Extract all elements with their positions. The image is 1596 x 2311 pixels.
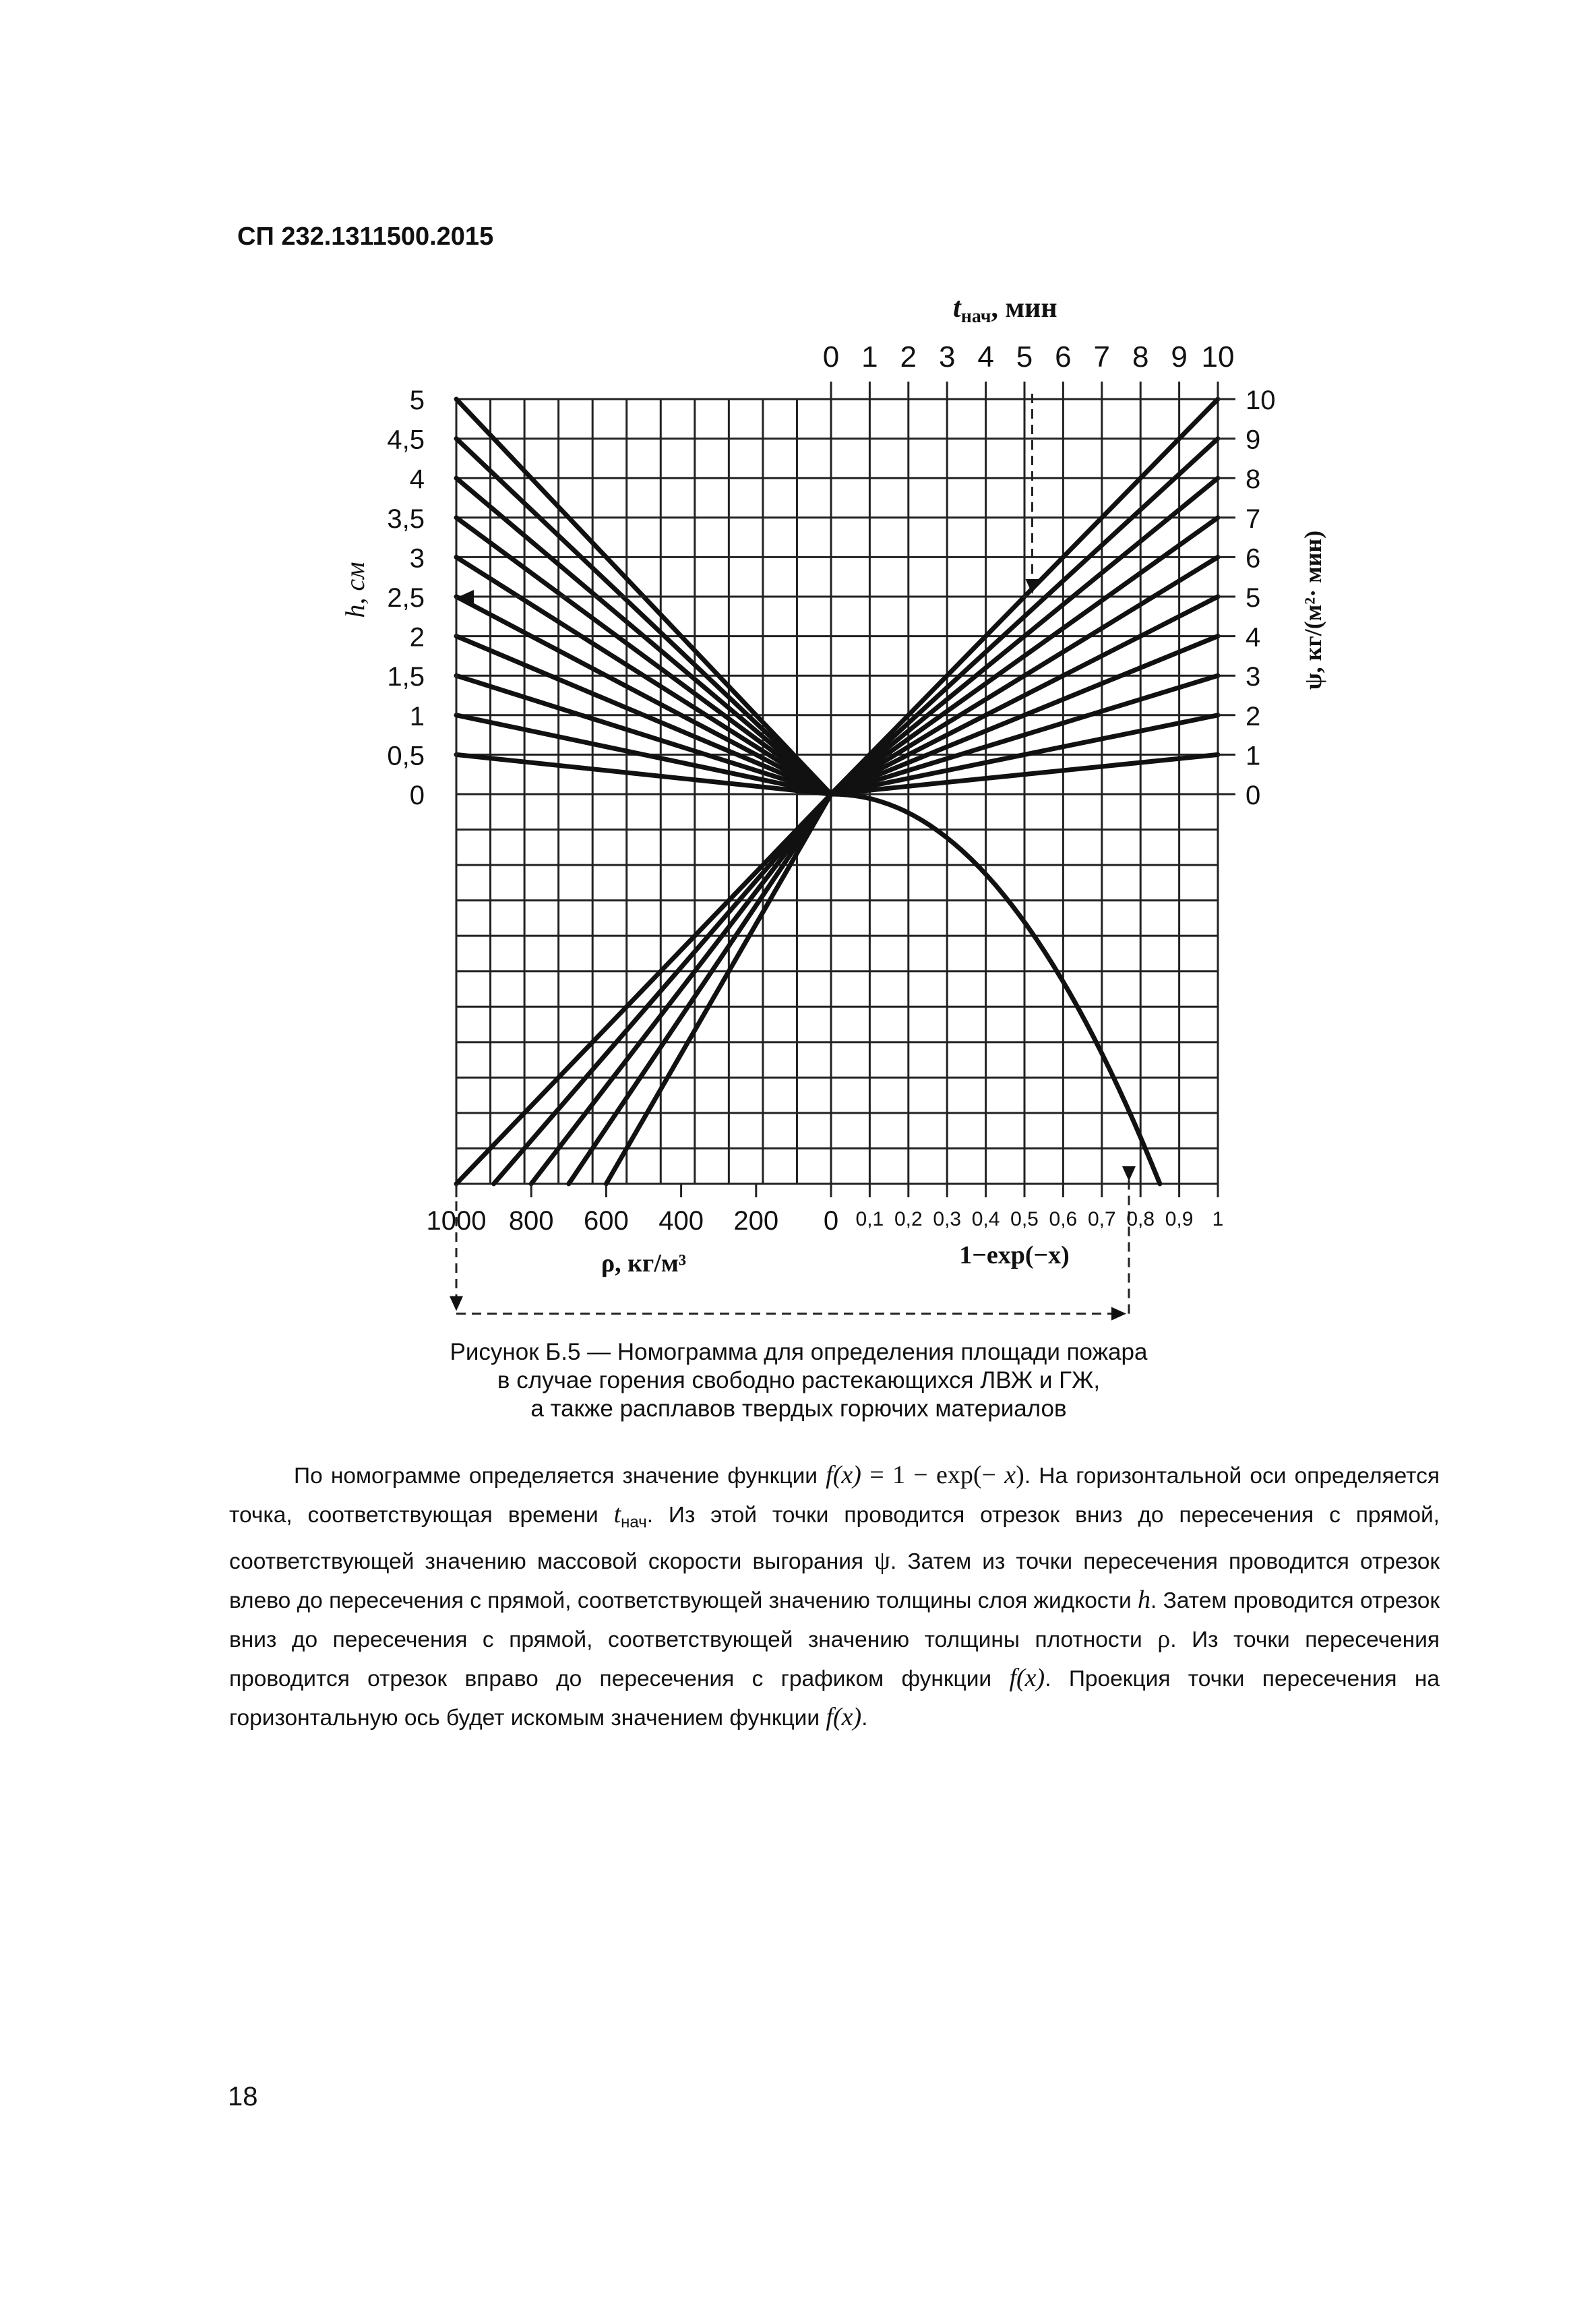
- bottom-right-tick-label: 0,1: [855, 1208, 884, 1230]
- caption-line-1: Рисунок Б.5 — Номограмма для определения площади пожара: [450, 1339, 1148, 1365]
- bottom-left-tick-label: 0: [823, 1206, 839, 1236]
- left-tick-label: 2: [409, 622, 425, 653]
- left-tick-label: 5: [409, 386, 425, 415]
- left-tick-label: 1,5: [387, 662, 425, 692]
- left-tick-label: 0,5: [387, 741, 425, 771]
- top-tick-label: 3: [938, 340, 956, 373]
- top-tick-label: 8: [1132, 340, 1149, 373]
- right-tick-label: 6: [1246, 543, 1261, 574]
- bottom-left-tick-label: 200: [733, 1206, 779, 1236]
- arrowhead: [1111, 1307, 1126, 1321]
- top-tick-label: 6: [1055, 340, 1072, 373]
- formula-eq: = 1 − exp(−: [861, 1461, 1005, 1489]
- h-ray: [456, 439, 831, 794]
- formula-close: ): [1016, 1461, 1024, 1489]
- bottom-right-tick-label: 0,8: [1126, 1208, 1155, 1230]
- text-part-3: . Из этой точки проводится отрезок вниз до пересечения с прямой, соответствующей значению массовой скорости выгорания: [229, 1503, 1440, 1574]
- symbol-t-sub: нач: [621, 1513, 647, 1532]
- right-tick-label: 8: [1246, 464, 1261, 495]
- top-tick-label: 1: [861, 340, 878, 373]
- bottom-right-tick-label: 0,4: [971, 1208, 1000, 1230]
- right-tick-label: 5: [1246, 583, 1261, 613]
- top-tick-label: 10: [1201, 340, 1235, 373]
- text-part-8: .: [861, 1705, 868, 1731]
- left-tick-label: 1: [409, 701, 425, 731]
- left-tick-label: 4,5: [387, 425, 425, 455]
- text-part-6: . Из точки пересечения проводится отрезок вправо до пересечения с графиком функции: [229, 1627, 1440, 1691]
- bottom-left-tick-label: 800: [508, 1206, 554, 1236]
- right-tick-label: 2: [1246, 701, 1261, 731]
- right-tick-label: 1: [1246, 741, 1261, 771]
- symbol-rho: ρ: [1157, 1624, 1171, 1653]
- symbol-h: h: [1138, 1585, 1151, 1614]
- rho-ray: [494, 794, 831, 1184]
- top-tick-label: 0: [822, 340, 840, 373]
- left-tick-label: 3: [409, 543, 425, 574]
- rho-ray: [456, 794, 831, 1184]
- top-tick-label: 9: [1171, 340, 1188, 373]
- f-curve-group: [831, 794, 1160, 1184]
- bottom-right-tick-label: 1: [1212, 1208, 1224, 1230]
- bottom-left-tick-label: 1000: [426, 1206, 487, 1236]
- arrowhead: [1122, 1166, 1136, 1181]
- right-tick-label: 4: [1246, 622, 1261, 653]
- formula-f-x-3: f(x): [826, 1702, 862, 1731]
- bottom-right-tick-label: 0,2: [894, 1208, 923, 1230]
- left-tick-label: 0: [409, 781, 425, 810]
- right-tick-label: 0: [1246, 781, 1261, 810]
- left-tick-label: 4: [409, 464, 425, 495]
- bottom-right-tick-label: 0,3: [933, 1208, 962, 1230]
- right-tick-label: 9: [1246, 425, 1261, 455]
- bottom-right-axis-label: 1−exp(−x): [959, 1241, 1070, 1269]
- arrowhead: [450, 1296, 463, 1311]
- text-part-4: . Затем из точки пересечения проводится отрезок влево до пересечения с прямой, соответствующей значению толщины слоя жидкости: [229, 1549, 1440, 1613]
- text-part-7: . Проекция точки пересечения на горизонтальную ось будет искомым значением функции: [229, 1666, 1440, 1731]
- right-tick-label: 3: [1246, 662, 1261, 692]
- left-tick-label: 2,5: [387, 583, 425, 613]
- rho-ray: [531, 794, 831, 1184]
- caption-line-3: а также расплавов твердых горючих материалов: [530, 1395, 1067, 1422]
- paragraph-text: [229, 1456, 1440, 1737]
- f-curve: [831, 794, 1160, 1184]
- right-axis-label: ψ, кг/(м²· мин): [1299, 530, 1326, 690]
- left-axis-label: h, см: [340, 562, 370, 618]
- formula-f-x-2: f(x): [1009, 1663, 1045, 1692]
- top-tick-label: 5: [1016, 340, 1033, 373]
- rho-ray: [569, 794, 831, 1184]
- top-tick-label: 7: [1093, 340, 1111, 373]
- left-tick-label: 3,5: [387, 504, 425, 534]
- page-number: 18: [228, 2082, 258, 2111]
- figure-caption: [377, 1338, 1220, 1423]
- bottom-right-tick-label: 0,6: [1049, 1208, 1078, 1230]
- right-tick-label: 7: [1246, 504, 1261, 534]
- symbol-psi: ψ: [874, 1546, 890, 1575]
- formula-f-x: f(x): [826, 1461, 861, 1489]
- bottom-left-axis-label: ρ, кг/м³: [601, 1249, 687, 1278]
- bottom-left-tick-label: 400: [658, 1206, 704, 1236]
- bottom-right-tick-label: 0,7: [1087, 1208, 1116, 1230]
- right-tick-label: 10: [1246, 386, 1276, 415]
- bottom-right-tick-label: 0,9: [1165, 1208, 1194, 1230]
- text-part-5: . Затем проводится отрезок вниз до пересечения с прямой, соответствующей значению толщины плотности: [229, 1588, 1440, 1652]
- text-part-2: . На горизонтальной оси определяется точка, соответствующая времени: [229, 1464, 1440, 1528]
- top-axis-label: tнач, мин: [953, 293, 1057, 327]
- top-tick-label: 4: [977, 340, 994, 373]
- caption-line-2: в случае горения свободно растекающихся ЛВЖ и ГЖ,: [497, 1367, 1101, 1393]
- bottom-left-tick-label: 600: [584, 1206, 629, 1236]
- formula-x: x: [1004, 1461, 1016, 1489]
- symbol-t: t: [613, 1500, 621, 1528]
- text-part-1: По номограмме определяется значение функции: [294, 1464, 826, 1489]
- top-tick-label: 2: [900, 340, 917, 373]
- document-code: СП 232.1311500.2015: [237, 222, 494, 251]
- body-paragraph: [229, 1456, 1440, 1737]
- bottom-right-tick-label: 0,5: [1010, 1208, 1039, 1230]
